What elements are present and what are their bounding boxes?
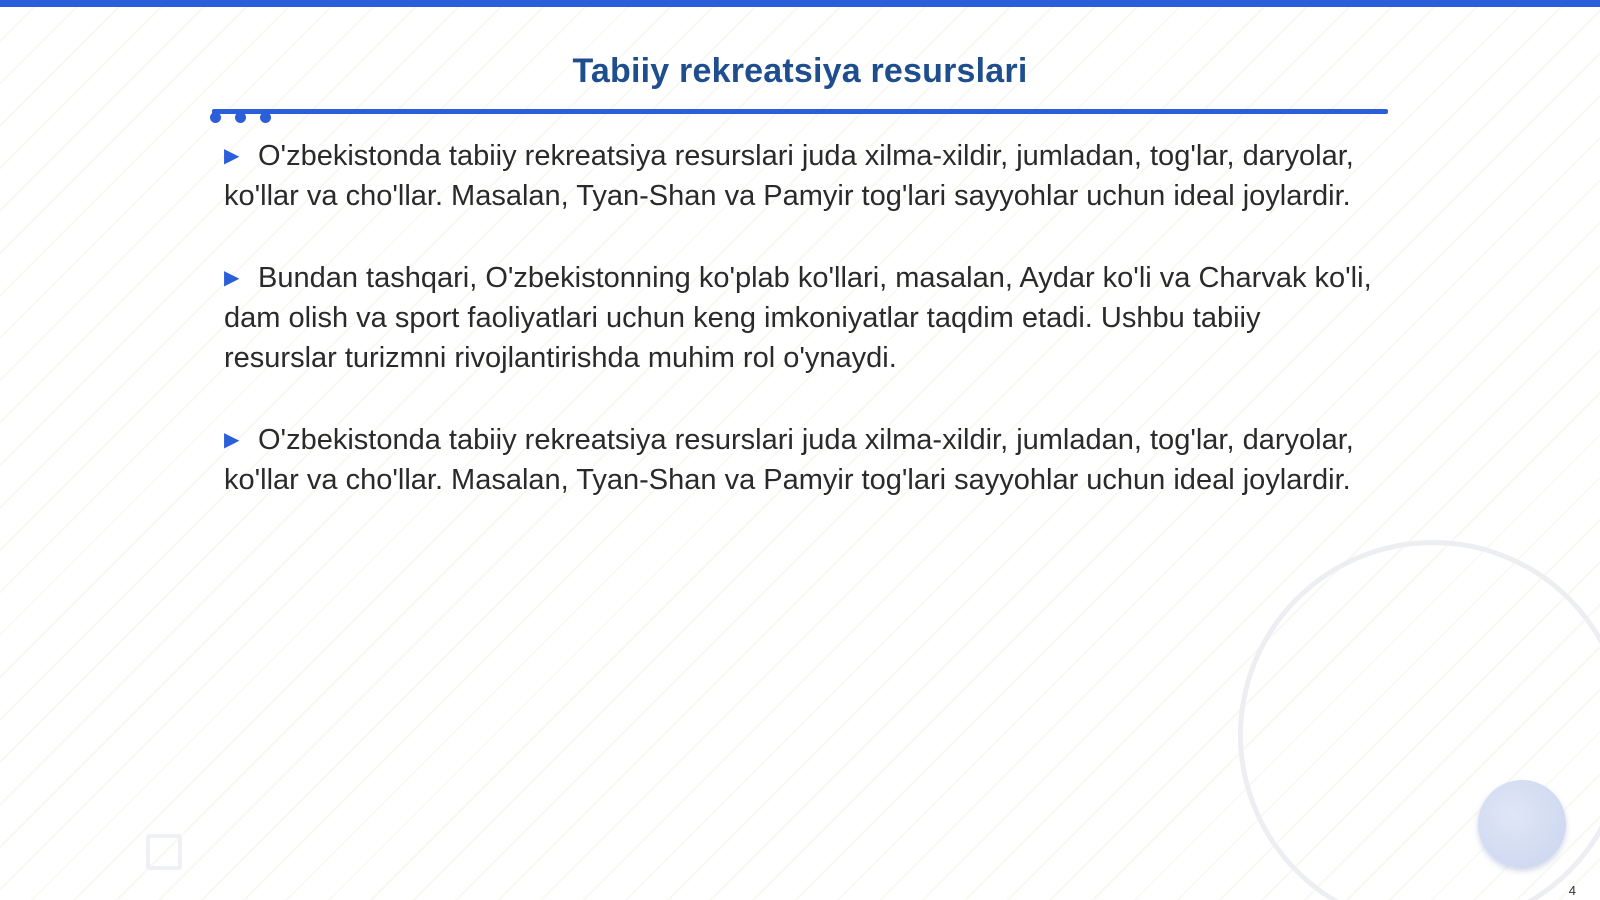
bullet-text: O'zbekistonda tabiiy rekreatsiya resurslari juda xilma-xildir, jumladan, tog'lar, daryolar, ko'llar va cho'llar. Masalan, Tyan-Shan va Pamyir tog'lari sayyohlar uchun ideal joylardir. xyxy=(224,140,1354,212)
bullet-arrow-icon: ▶ xyxy=(224,145,240,167)
bullet-item xyxy=(224,258,1374,378)
bullet-item xyxy=(224,420,1374,500)
decorative-circle xyxy=(1478,780,1566,868)
title-underline xyxy=(212,109,1388,114)
slide-title: Tabiiy rekreatsiya resurslari xyxy=(572,52,1028,90)
bullet-item xyxy=(224,136,1374,216)
bullet-text: O'zbekistonda tabiiy rekreatsiya resurslari juda xilma-xildir, jumladan, tog'lar, daryolar, ko'llar va cho'llar. Masalan, Tyan-Shan va Pamyir tog'lari sayyohlar uchun ideal joylardir. xyxy=(224,424,1354,496)
decorative-square xyxy=(146,834,182,870)
bullet-text: Bundan tashqari, O'zbekistonning ko'plab ko'llari, masalan, Aydar ko'li va Charvak ko'li, dam olish va sport faoliyatlari uchun keng imkoniyatlar taqdim etadi. Ushbu tabiiy resurslar turizmni rivojlantirishda muhim rol o'ynaydi. xyxy=(224,262,1372,374)
top-accent-bar xyxy=(0,0,1600,7)
bullet-list xyxy=(224,136,1374,542)
decorative-dot xyxy=(235,112,246,123)
decorative-dot xyxy=(210,112,221,123)
decorative-dot xyxy=(260,112,271,123)
bullet-arrow-icon: ▶ xyxy=(224,429,240,451)
page-number: 4 xyxy=(1568,883,1576,898)
bullet-arrow-icon: ▶ xyxy=(224,267,240,289)
